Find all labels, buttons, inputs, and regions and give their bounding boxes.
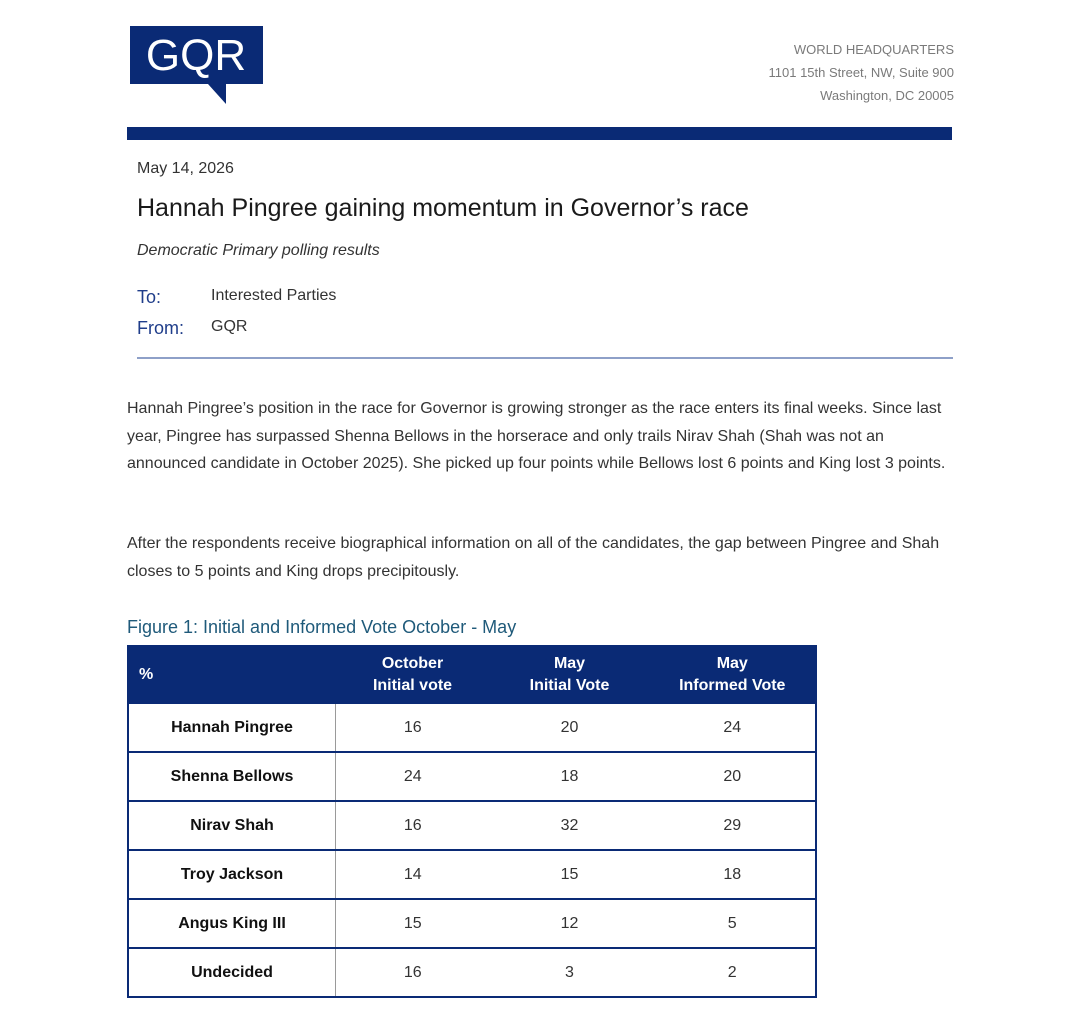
logo-text: GQR — [145, 31, 247, 80]
candidate-name: Troy Jackson — [128, 850, 336, 899]
table-cell: 16 — [336, 948, 490, 997]
from-value: GQR — [211, 318, 248, 335]
address-line: 1101 15th Street, NW, Suite 900 — [768, 65, 954, 80]
address-line: Washington, DC 20005 — [820, 88, 954, 103]
table-cell: 5 — [650, 899, 817, 948]
table-cell: 15 — [336, 899, 490, 948]
poll-results-table — [127, 645, 817, 998]
figure-caption: Figure 1: Initial and Informed Vote October - May — [127, 617, 517, 637]
candidate-name: Nirav Shah — [128, 801, 336, 850]
table-row — [128, 899, 816, 948]
table-cell: 32 — [490, 801, 650, 850]
table-cell: 12 — [490, 899, 650, 948]
table-row — [128, 948, 816, 997]
table-cell: 14 — [336, 850, 490, 899]
memo-date: May 14, 2026 — [137, 160, 234, 177]
table-cell: 18 — [650, 850, 817, 899]
from-label: From: — [137, 318, 184, 338]
candidate-name: Angus King III — [128, 899, 336, 948]
table-cell: 3 — [490, 948, 650, 997]
candidate-name: Undecided — [128, 948, 336, 997]
table-row — [128, 752, 816, 801]
table-cell: 29 — [650, 801, 817, 850]
table-row — [128, 850, 816, 899]
table-cell: 24 — [336, 752, 490, 801]
table-cell: 15 — [490, 850, 650, 899]
table-header-row — [128, 646, 816, 703]
column-header-october-initial: October Initial vote — [336, 646, 490, 703]
to-label: To: — [137, 287, 162, 307]
table-cell: 24 — [650, 703, 817, 752]
column-header-may-initial: May Initial Vote — [490, 646, 650, 703]
table-cell: 2 — [650, 948, 817, 997]
column-header-may-informed: May Informed Vote — [650, 646, 817, 703]
table-row — [128, 801, 816, 850]
body-paragraph: After the respondents receive biographical information on all of the candidates, the gap between Pingree and Shah closes to 5 points and King drops precipitously. — [127, 535, 940, 580]
table-cell: 20 — [650, 752, 817, 801]
memo-subtitle: Democratic Primary polling results — [137, 242, 380, 259]
gqr-logo — [130, 26, 263, 104]
column-header-percent: % — [128, 646, 336, 703]
table-cell: 16 — [336, 801, 490, 850]
table-cell: 20 — [490, 703, 650, 752]
memo-divider — [137, 357, 953, 359]
address-line: WORLD HEADQUARTERS — [793, 42, 954, 57]
to-value: Interested Parties — [211, 287, 337, 304]
table-row — [128, 703, 816, 752]
memo-title: Hannah Pingree gaining momentum in Governor’s race — [137, 194, 749, 222]
table-cell: 18 — [490, 752, 650, 801]
body-paragraph: Hannah Pingree’s position in the race for Governor is growing stronger as the race enters its final weeks. Since last year, Pingree has surpassed Shenna Bellows in the horserace and only trails Nirav Shah (Shah was not an announced candidate in October 2025). She picked up four points while Bellows lost 6 points and King lost 3 points. — [127, 400, 946, 472]
candidate-name: Hannah Pingree — [128, 703, 336, 752]
table-cell: 16 — [336, 703, 490, 752]
header-divider-bar — [127, 127, 952, 140]
candidate-name: Shenna Bellows — [128, 752, 336, 801]
headquarters-address — [769, 38, 955, 107]
